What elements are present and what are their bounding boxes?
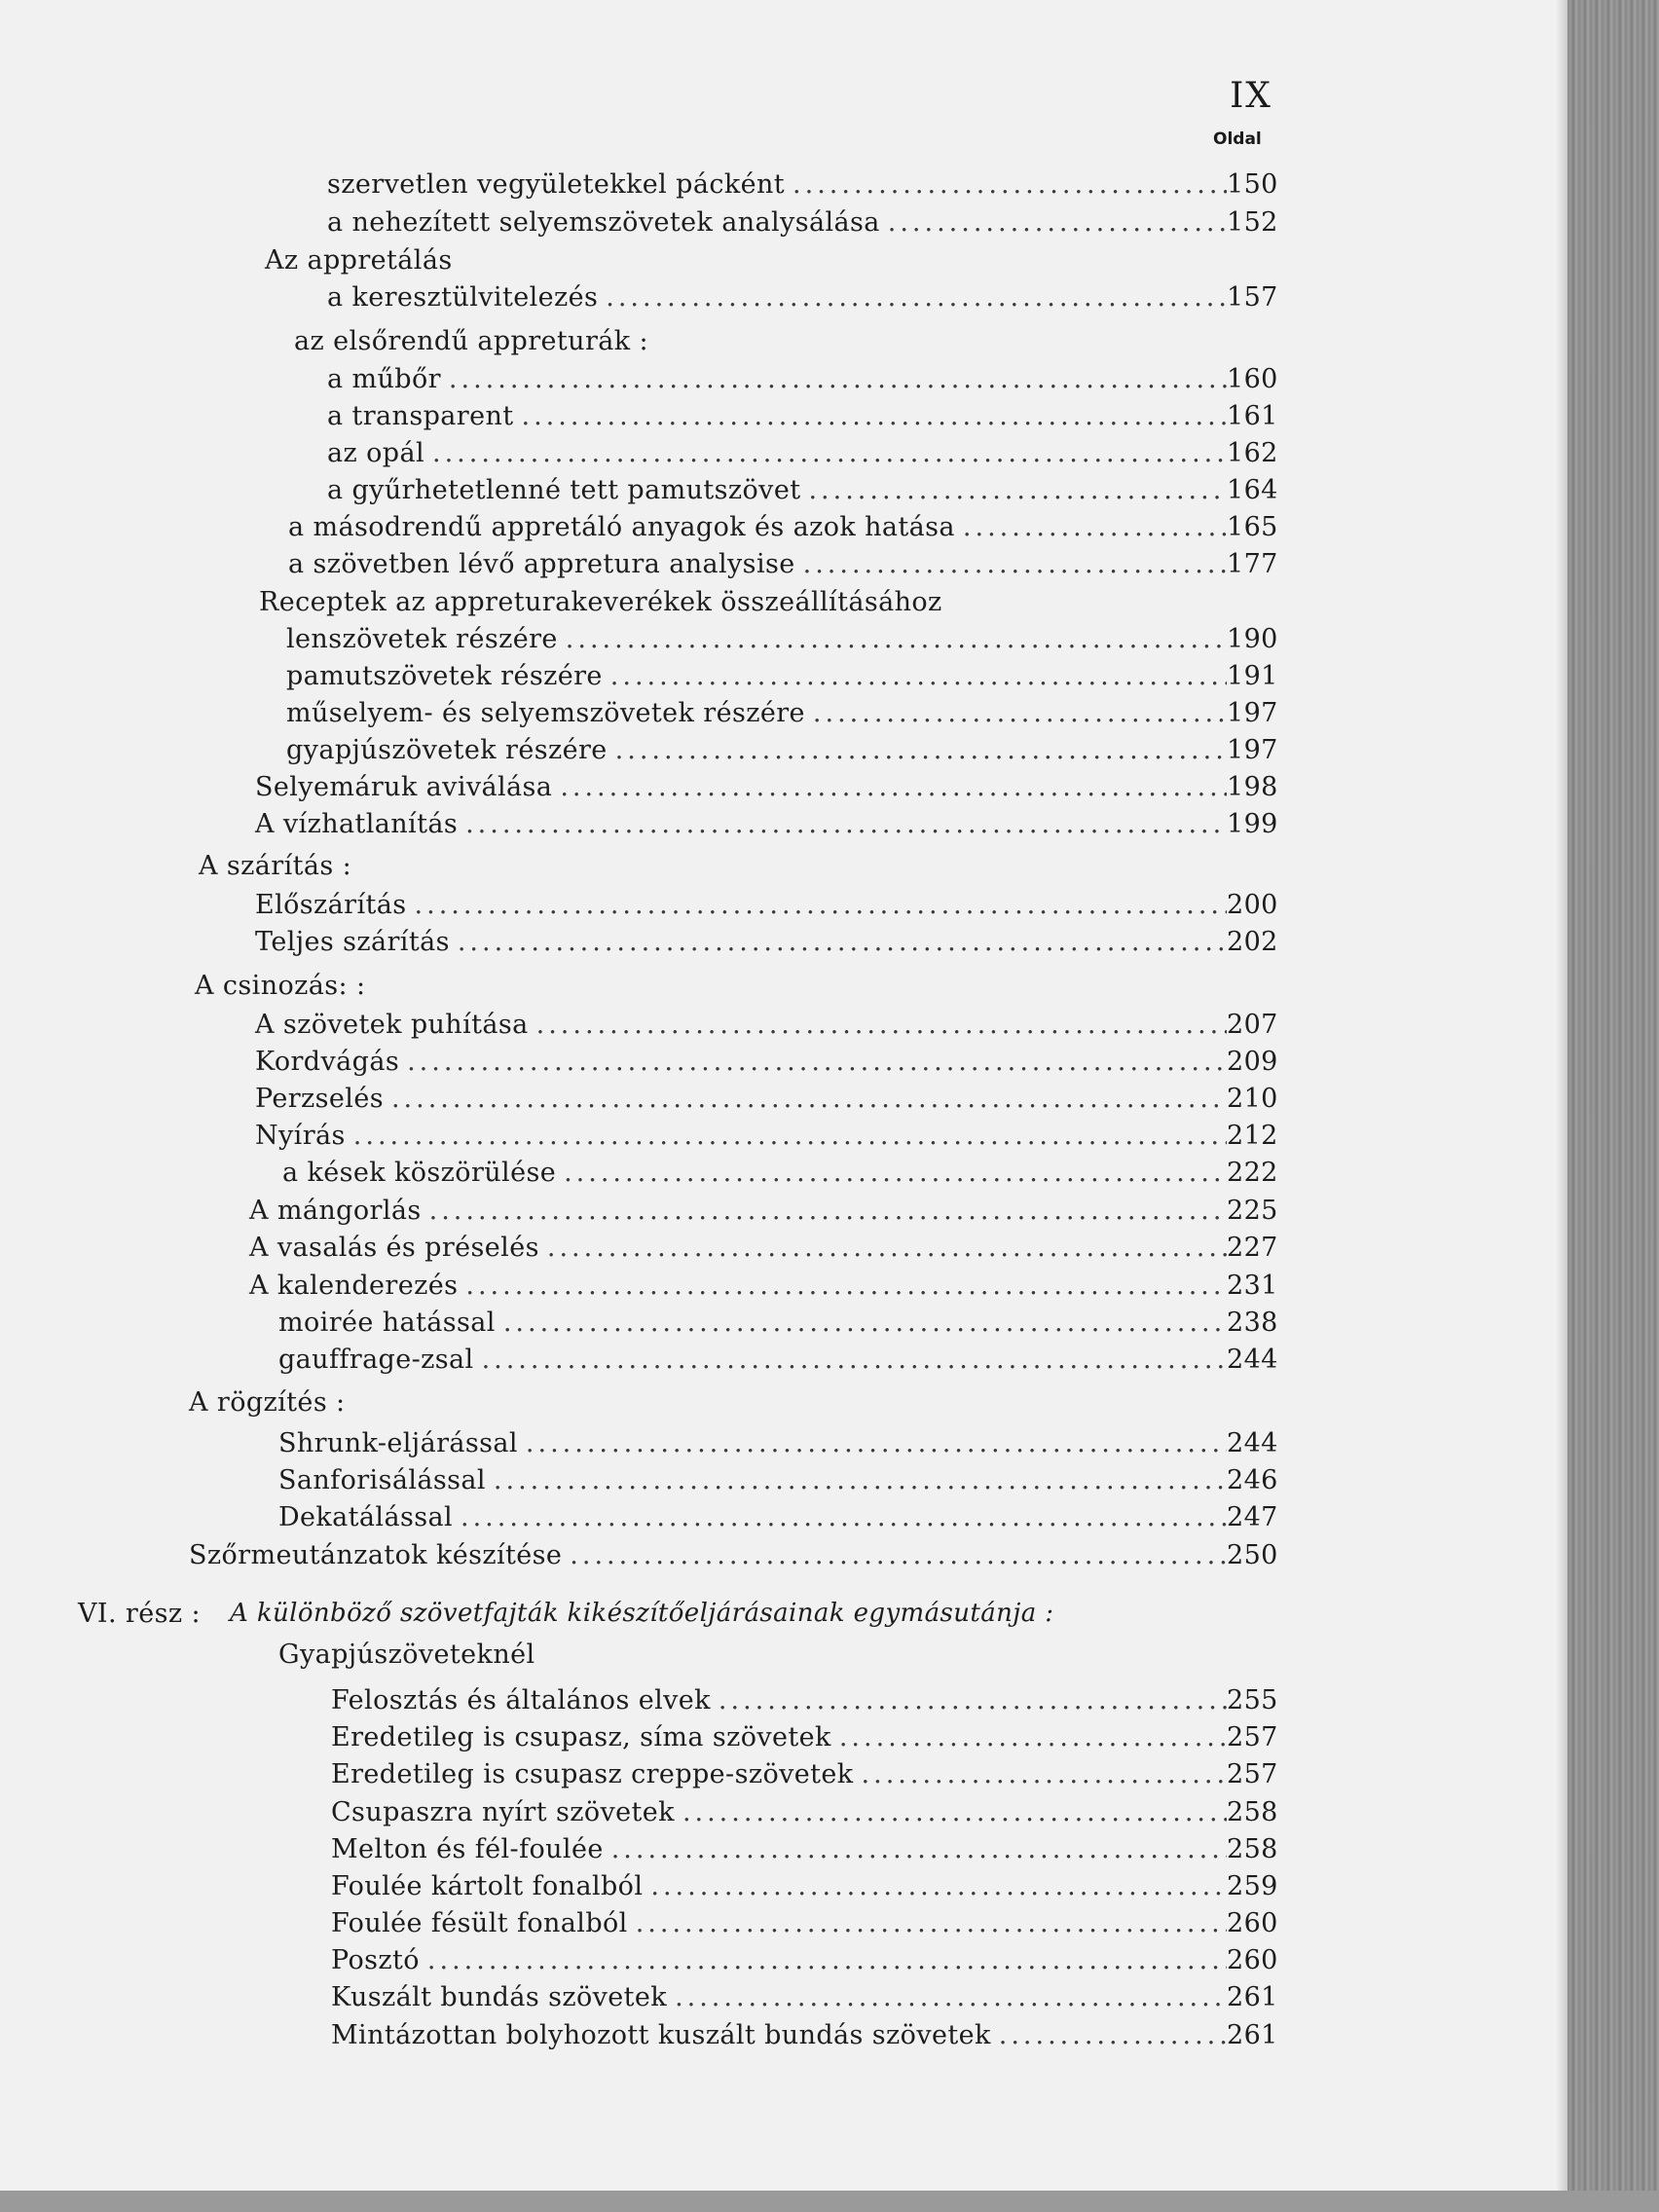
leader-dots (628, 1908, 1227, 1938)
toc-entry-title: a gyűrhetetlenné tett pamutszövet (327, 475, 801, 505)
toc-entry-page: 238 (1227, 1308, 1278, 1338)
leader-dots (450, 927, 1227, 957)
toc-entry-title: Posztó (331, 1945, 420, 1975)
toc-entry-title: lenszövetek részére (286, 624, 558, 654)
leader-dots (991, 2020, 1227, 2050)
leader-dots (420, 1945, 1227, 1975)
toc-entry-page: 259 (1227, 1871, 1278, 1901)
toc-entry (331, 1908, 1277, 1941)
toc-section-heading: A csinozás: : (195, 971, 366, 1001)
toc-entry (288, 549, 1277, 582)
leader-dots (441, 364, 1227, 394)
toc-entry-page: 212 (1227, 1121, 1278, 1151)
toc-entry (327, 475, 1277, 508)
toc-entry-title: műselyem- és selyemszövetek részére (286, 698, 805, 728)
toc-entry (331, 1797, 1277, 1830)
leader-dots (529, 1010, 1227, 1040)
leader-dots (513, 401, 1227, 431)
toc-entry-page: 260 (1227, 1945, 1278, 1975)
toc-entry-page: 247 (1227, 1502, 1278, 1532)
toc-entry (331, 1871, 1277, 1904)
toc-entry-title: Szőrmeutánzatok készítése (189, 1540, 563, 1570)
toc-entry (255, 809, 1277, 842)
toc-entry (331, 1722, 1277, 1755)
toc-section-heading: Receptek az appreturakeverékek összeállításához (259, 587, 942, 617)
toc-entry (331, 1685, 1277, 1718)
toc-entry-page: 258 (1227, 1834, 1278, 1864)
toc-entry-page: 152 (1227, 207, 1278, 238)
toc-entry-title: Foulée fésült fonalból (331, 1908, 628, 1938)
toc-entry (255, 1047, 1277, 1080)
toc-entry-title: Mintázottan bolyhozott kuszált bundás szövetek (331, 2020, 991, 2050)
toc-entry (331, 1982, 1277, 2015)
toc-entry-page: 255 (1227, 1685, 1278, 1715)
toc-entry-title: Teljes szárítás (255, 927, 450, 957)
toc-entry (255, 1121, 1277, 1154)
toc-entry (249, 1271, 1277, 1304)
leader-dots (453, 1502, 1227, 1532)
leader-dots (384, 1084, 1227, 1114)
toc-entry (286, 735, 1277, 768)
toc-entry-title: A vízhatlanítás (255, 809, 459, 839)
leader-dots (407, 890, 1227, 920)
toc-entry-page: 190 (1227, 624, 1278, 654)
leader-dots (643, 1871, 1227, 1901)
leader-dots (562, 1540, 1227, 1570)
toc-entry-title: a kések köszörülése (282, 1158, 557, 1188)
leader-dots (711, 1685, 1227, 1715)
toc-entry-title: az opál (327, 438, 424, 468)
toc-entry-title: Eredetileg is csupasz creppe-szövetek (331, 1759, 854, 1789)
toc-entry-page: 222 (1227, 1158, 1278, 1188)
toc-entry (331, 1759, 1277, 1792)
toc-entry-page: 200 (1227, 890, 1278, 920)
leader-dots (486, 1465, 1227, 1495)
toc-entry-title: Sanforisálással (278, 1465, 486, 1495)
toc-entry-title: Melton és fél-foulée (331, 1834, 604, 1864)
toc-entry-title: szervetlen vegyületekkel pácként (327, 169, 786, 200)
toc-entry-page: 250 (1227, 1540, 1278, 1570)
leader-dots (496, 1308, 1227, 1338)
toc-entry (327, 364, 1277, 397)
toc-entry-title: A kalenderezés (249, 1271, 459, 1301)
toc-entry-page: 244 (1227, 1345, 1278, 1375)
toc-entry (331, 1945, 1277, 1978)
toc-section-heading: az elsőrendű appreturák : (294, 326, 648, 356)
toc-entry-title: Dekatálással (278, 1502, 454, 1532)
toc-entry-title: A szövetek puhítása (255, 1010, 529, 1040)
toc-entry-title: Felosztás és általános elvek (331, 1685, 711, 1715)
toc-entry-page: 225 (1227, 1196, 1278, 1226)
toc-entry-title: a szövetben lévő appretura analysise (288, 549, 795, 579)
toc-entry-title: moirée hatással (278, 1308, 496, 1338)
toc-entry-page: 162 (1227, 438, 1278, 468)
part-label: VI. rész : (78, 1599, 201, 1629)
toc-entry-page: 210 (1227, 1084, 1278, 1114)
toc-entry-title: gauffrage-zsal (278, 1345, 474, 1375)
page-bottom-edge (0, 2191, 1659, 2212)
toc-entry-title: Kordvágás (255, 1047, 400, 1077)
toc-entry-title: Kuszált bundás szövetek (331, 1982, 668, 2012)
toc-entry-page: 261 (1227, 1982, 1278, 2012)
leader-dots (675, 1797, 1227, 1827)
toc-entry-page: 207 (1227, 1010, 1278, 1040)
leader-dots (346, 1121, 1227, 1151)
toc-entry-page: 260 (1227, 1908, 1278, 1938)
toc-entry-page: 258 (1227, 1797, 1278, 1827)
leader-dots (474, 1345, 1227, 1375)
toc-entry (286, 624, 1277, 657)
toc-entry-page: 227 (1227, 1233, 1278, 1263)
toc-entry-title: Foulée kártolt fonalból (331, 1871, 644, 1901)
toc-entry (255, 1010, 1277, 1043)
toc-entry (278, 1308, 1277, 1341)
toc-entry-page: 150 (1227, 169, 1278, 200)
toc-entry-page: 209 (1227, 1047, 1278, 1077)
leader-dots (785, 169, 1227, 200)
toc-entry (331, 1834, 1277, 1867)
toc-entry (327, 169, 1277, 203)
leader-dots (458, 1271, 1227, 1301)
toc-entry (331, 2020, 1277, 2053)
leader-dots (854, 1759, 1227, 1789)
leader-dots (558, 624, 1227, 654)
toc-entry-title: Csupaszra nyírt szövetek (331, 1797, 675, 1827)
book-binding-edge (1567, 0, 1659, 2212)
toc-entry-title: a másodrendű appretáló anyagok és azok hatása (288, 512, 955, 542)
toc-entry (327, 207, 1277, 240)
toc-entry-page: 231 (1227, 1271, 1278, 1301)
leader-dots (399, 1047, 1227, 1077)
page-column-label: Oldal (1213, 129, 1262, 149)
toc-entry-title: Perzselés (255, 1084, 384, 1114)
toc-entry-page: 160 (1227, 364, 1278, 394)
toc-entry (278, 1502, 1277, 1535)
toc-entry-title: pamutszövetek részére (286, 661, 603, 691)
leader-dots (604, 1834, 1227, 1864)
toc-entry-title: Nyírás (255, 1121, 346, 1151)
toc-entry (255, 1084, 1277, 1117)
toc-entry-page: 165 (1227, 512, 1278, 542)
toc-entry-page: 244 (1227, 1428, 1278, 1458)
toc-entry-title: Selyemáruk aviválása (255, 772, 553, 802)
leader-dots (458, 809, 1227, 839)
leader-dots (598, 282, 1227, 313)
toc-entry-page: 197 (1227, 698, 1278, 728)
toc-entry-page: 199 (1227, 809, 1278, 839)
toc-entry (327, 282, 1277, 315)
toc-section-heading: A szárítás : (199, 851, 352, 881)
toc-entry (255, 772, 1277, 805)
toc-entry-title: a keresztülvitelezés (327, 282, 599, 313)
toc-entry-title: Előszárítás (255, 890, 407, 920)
toc-entry (278, 1428, 1277, 1461)
toc-entry (286, 661, 1277, 694)
toc-section-heading: A rögzítés : (189, 1387, 346, 1418)
toc-entry (255, 927, 1277, 960)
toc-entry (282, 1158, 1277, 1191)
toc-entry-page: 246 (1227, 1465, 1278, 1495)
toc-entry (249, 1233, 1277, 1266)
leader-dots (556, 1158, 1227, 1188)
leader-dots (800, 475, 1227, 505)
leader-dots (667, 1982, 1227, 2012)
leader-dots (518, 1428, 1227, 1458)
toc-entry-page: 197 (1227, 735, 1278, 765)
toc-entry-page: 202 (1227, 927, 1278, 957)
toc-entry-title: A vasalás és préselés (249, 1233, 539, 1263)
toc-entry-title: a műbőr (327, 364, 441, 394)
toc-section-heading: Gyapjúszöveteknél (278, 1640, 535, 1670)
leader-dots (795, 549, 1227, 579)
leader-dots (955, 512, 1227, 542)
toc-entry-title: a nehezített selyemszövetek analysálása (327, 207, 880, 238)
toc-entry-page: 164 (1227, 475, 1278, 505)
toc-entry (327, 438, 1277, 471)
toc-entry-title: Eredetileg is csupasz, síma szövetek (331, 1722, 831, 1752)
toc-entry-page: 157 (1227, 282, 1278, 313)
toc-entry (327, 401, 1277, 434)
toc-entry (249, 1196, 1277, 1229)
toc-entry-title: Shrunk-eljárással (278, 1428, 518, 1458)
leader-dots (608, 735, 1227, 765)
toc-entry-title: gyapjúszövetek részére (286, 735, 608, 765)
toc-entry (278, 1465, 1277, 1498)
toc-entry-page: 257 (1227, 1722, 1278, 1752)
leader-dots (552, 772, 1227, 802)
toc-entry-page: 257 (1227, 1759, 1278, 1789)
toc-entry-title: A mángorlás (249, 1196, 422, 1226)
toc-entry-page: 177 (1227, 549, 1278, 579)
leader-dots (603, 661, 1227, 691)
toc-section-heading: Az appretálás (265, 245, 453, 276)
leader-dots (831, 1722, 1227, 1752)
leader-dots (424, 438, 1227, 468)
toc-entry (288, 512, 1277, 545)
toc-entry (286, 698, 1277, 731)
page-number: IX (1230, 76, 1272, 116)
toc-entry (255, 890, 1277, 923)
part-title: A különböző szövetfajták kikészítőeljárásainak egymásutánja : (230, 1599, 1054, 1628)
leader-dots (880, 207, 1227, 238)
toc-entry-page: 198 (1227, 772, 1278, 802)
toc-entry-page: 191 (1227, 661, 1278, 691)
leader-dots (422, 1196, 1227, 1226)
toc-entry-title: a transparent (327, 401, 514, 431)
leader-dots (539, 1233, 1227, 1263)
toc-entry (189, 1540, 1277, 1573)
toc-entry (278, 1345, 1277, 1378)
toc-entry-page: 161 (1227, 401, 1278, 431)
leader-dots (805, 698, 1227, 728)
toc-entry-page: 261 (1227, 2020, 1278, 2050)
